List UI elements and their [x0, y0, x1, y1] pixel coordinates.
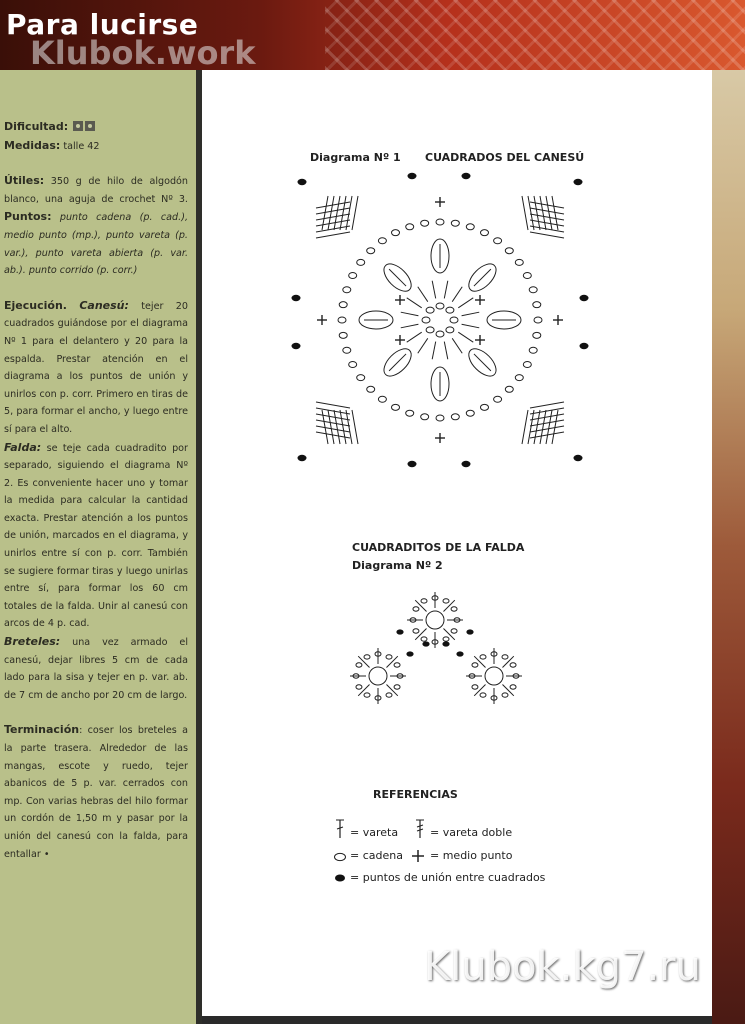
union-point	[422, 641, 429, 646]
corner-vareta	[528, 196, 534, 230]
corner-vareta	[530, 420, 564, 426]
corner-vareta	[530, 414, 564, 420]
corner-vareta	[534, 410, 540, 444]
union-point	[580, 343, 589, 349]
falda-label: Falda:	[4, 440, 42, 454]
chain-stitch	[436, 415, 444, 421]
diagram2-title: CUADRADITOS DE LA FALDA	[352, 541, 525, 554]
header-banner	[0, 0, 745, 70]
petal-stitch	[389, 269, 406, 286]
chain-stitch	[436, 219, 444, 225]
corner-vareta	[316, 408, 350, 414]
union-point	[292, 295, 301, 301]
chain-stitch	[515, 375, 523, 381]
petal-stitch	[389, 354, 406, 371]
radial-vareta	[462, 324, 480, 328]
corner-vareta	[546, 196, 552, 230]
header-photo-pattern	[325, 0, 745, 70]
page-title: Para lucirse	[6, 8, 199, 41]
union-point	[462, 461, 471, 467]
corner-vareta	[528, 410, 534, 444]
right-photo-strip	[712, 70, 745, 1024]
chain-stitch	[466, 410, 474, 416]
corner-vareta	[328, 196, 334, 230]
corner-vareta	[334, 410, 340, 444]
instructions-text	[4, 118, 188, 880]
corner-vareta	[316, 414, 350, 420]
chain-stitch	[466, 224, 474, 230]
chain-stitch	[392, 230, 400, 236]
union-point	[292, 343, 301, 349]
motif-chain	[472, 685, 478, 689]
diagram2-label: Diagrama Nº 2	[352, 559, 443, 572]
chain-stitch	[529, 347, 537, 353]
radial-vareta	[407, 298, 422, 308]
chain-stitch	[505, 248, 513, 254]
radial-vareta	[444, 281, 448, 299]
medio-punto-icon	[411, 849, 425, 863]
motif-chain	[364, 693, 370, 697]
chain-stitch	[534, 317, 542, 323]
chain-stitch	[480, 404, 488, 410]
motif-chain	[386, 693, 392, 697]
corner-vareta	[530, 408, 564, 414]
chain-stitch	[450, 317, 458, 323]
difficulty-icon	[73, 121, 83, 131]
radial-vareta	[462, 312, 480, 316]
difficulty-icon	[85, 121, 95, 131]
terminacion-label: Terminación	[4, 723, 80, 737]
union-point	[396, 629, 403, 634]
corner-vareta	[334, 196, 340, 230]
motif-ring	[485, 667, 503, 685]
corner-vareta	[540, 410, 546, 444]
union-dot-icon	[333, 873, 347, 883]
corner-vareta	[346, 196, 352, 230]
motif-chain	[502, 693, 508, 697]
chain-stitch	[451, 220, 459, 226]
corner-vareta	[534, 196, 540, 230]
motif-chain	[421, 637, 427, 641]
corner-vareta	[340, 410, 346, 444]
ref-union: = puntos de unión entre cuadrados	[350, 871, 546, 884]
motif-chain	[472, 663, 478, 667]
chain-stitch	[451, 414, 459, 420]
radial-vareta	[444, 342, 448, 360]
chain-stitch	[446, 327, 454, 333]
corner-vareta	[316, 402, 350, 408]
union-point	[408, 173, 417, 179]
corner-vareta	[546, 410, 552, 444]
chain-stitch	[367, 248, 375, 254]
puntos-label: Puntos:	[4, 210, 52, 224]
motif-chain	[394, 663, 400, 667]
chain-stitch	[426, 327, 434, 333]
chain-stitch	[436, 331, 444, 337]
radial-vareta	[452, 287, 462, 302]
corner-vareta	[328, 410, 334, 444]
corner-vareta	[522, 196, 528, 230]
union-point	[456, 651, 463, 656]
corner-vareta	[530, 220, 564, 226]
chain-stitch	[436, 303, 444, 309]
references-title: REFERENCIAS	[373, 788, 458, 801]
corner-vareta	[316, 220, 350, 226]
chain-stitch	[494, 396, 502, 402]
corner-vareta	[352, 196, 358, 230]
radial-vareta	[401, 312, 419, 316]
union-point	[406, 651, 413, 656]
corner-vareta	[530, 214, 564, 220]
corner-vareta	[530, 402, 564, 408]
diagram1-title: CUADRADOS DEL CANESÚ	[425, 151, 585, 164]
motif-chain	[443, 599, 449, 603]
motif-chain	[394, 685, 400, 689]
radial-vareta	[432, 342, 436, 360]
corner-vareta	[540, 196, 546, 230]
motif-chain	[510, 663, 516, 667]
motif-chain	[502, 655, 508, 659]
chain-stitch	[422, 317, 430, 323]
corner-vareta	[522, 410, 528, 444]
motif-chain	[421, 599, 427, 603]
chain-stitch	[349, 273, 357, 279]
radial-vareta	[432, 281, 436, 299]
chain-stitch	[378, 238, 386, 244]
cadena-icon	[333, 852, 347, 862]
motif-ring	[426, 611, 444, 629]
radial-vareta	[418, 338, 428, 353]
union-point	[298, 455, 307, 461]
canesu-label: Canesú:	[79, 298, 129, 312]
diagram2-chart	[330, 576, 550, 716]
chain-stitch	[392, 404, 400, 410]
union-point	[442, 641, 449, 646]
corner-vareta	[316, 420, 350, 426]
chain-stitch	[378, 396, 386, 402]
petal-stitch	[474, 354, 491, 371]
radial-vareta	[458, 332, 473, 342]
chain-stitch	[349, 361, 357, 367]
corner-vareta	[316, 232, 350, 238]
motif-chain	[386, 655, 392, 659]
motif-ring	[369, 667, 387, 685]
petal-stitch	[474, 269, 491, 286]
chain-stitch	[505, 386, 513, 392]
dificultad-label: Dificultad:	[4, 120, 69, 133]
union-point	[408, 461, 417, 467]
union-point	[298, 179, 307, 185]
union-point	[466, 629, 473, 634]
radial-vareta	[452, 338, 462, 353]
corner-vareta	[352, 410, 358, 444]
motif-chain	[356, 685, 362, 689]
ref-cadena: = cadena	[350, 849, 403, 862]
ref-vareta: = vareta	[350, 826, 399, 839]
chain-stitch	[480, 230, 488, 236]
motif-chain	[451, 607, 457, 611]
corner-vareta	[530, 232, 564, 238]
chain-stitch	[339, 302, 347, 308]
chain-stitch	[515, 259, 523, 265]
chain-stitch	[339, 332, 347, 338]
puntos-text: punto cadena (p. cad.), medio punto (mp.), punto vareta (p. var.), punto vareta abierta (p. var. ab.). punto corrido (p. corr.)	[4, 212, 188, 277]
corner-vareta	[340, 196, 346, 230]
radial-vareta	[418, 287, 428, 302]
chain-stitch	[421, 220, 429, 226]
diagram1-chart	[290, 170, 590, 470]
chain-stitch	[446, 307, 454, 313]
corner-vareta	[530, 208, 564, 214]
medidas-label: Medidas:	[4, 138, 61, 152]
motif-chain	[413, 629, 419, 633]
chain-stitch	[406, 224, 414, 230]
chain-stitch	[523, 361, 531, 367]
union-point	[580, 295, 589, 301]
motif-chain	[356, 663, 362, 667]
chain-stitch	[357, 259, 365, 265]
chain-stitch	[426, 307, 434, 313]
medidas-value: talle 42	[63, 140, 100, 152]
chain-stitch	[406, 410, 414, 416]
union-point	[574, 179, 583, 185]
motif-chain	[480, 693, 486, 697]
chain-stitch	[529, 287, 537, 293]
corner-vareta	[316, 214, 350, 220]
corner-vareta	[316, 226, 350, 232]
radial-vareta	[407, 332, 422, 342]
corner-vareta	[316, 426, 350, 432]
union-point	[462, 173, 471, 179]
chain-stitch	[523, 273, 531, 279]
chain-stitch	[421, 414, 429, 420]
ref-medio-punto: = medio punto	[430, 849, 513, 862]
watermark-top: Klubok.work	[30, 34, 256, 70]
breteles-label: Breteles:	[4, 635, 61, 649]
chain-stitch	[338, 317, 346, 323]
motif-chain	[413, 607, 419, 611]
diagram1-label: Diagrama Nº 1	[310, 151, 401, 164]
vareta-icon	[334, 818, 346, 840]
canesu-text: tejer 20 cuadrados guiándose por el diagrama Nº 1 para el delantero y 20 para la espalda. Prestar atención en el diagrama a los puntos de unión y unirlos con p. corr. Primero en tiras de 5, para formar el ancho, y luego entre sí para el alto.	[4, 300, 188, 435]
chain-stitch	[343, 347, 351, 353]
ejecucion-label: Ejecución.	[4, 298, 67, 312]
ref-vareta-doble: = vareta doble	[430, 826, 513, 839]
breteles-text: una vez armado el canesú, dejar libres 5 cm de cada lado para la sisa y tejer en p. var. ab. de 7 cm de ancho por 20 cm de largo.	[4, 637, 188, 701]
chain-stitch	[533, 332, 541, 338]
chain-stitch	[357, 375, 365, 381]
vareta-doble-icon	[414, 818, 426, 840]
chain-stitch	[367, 386, 375, 392]
utiles-label: Útiles:	[4, 174, 45, 188]
motif-chain	[364, 655, 370, 659]
chain-stitch	[494, 238, 502, 244]
chain-stitch	[533, 302, 541, 308]
watermark-bottom: Klubok.kg7.ru	[424, 944, 701, 990]
corner-vareta	[316, 208, 350, 214]
terminacion-text: : coser los breteles a la parte trasera. Alrededor de las mangas, escote y ruedo, tejer abanicos de 5 p. var. cerrados con mp. Con varias hebras del hilo formar un cordón de 1,50 m y pasar por la unión del canesú con la falda, para entallar •	[4, 725, 188, 860]
motif-chain	[443, 637, 449, 641]
falda-text: se teje cada cuadradito por separado, siguiendo el diagrama Nº 2. Es conveniente hacer uno y tomar la medida para calcular la cantidad exacta. Prestar atención a los puntos de unión, marcados en el diagrama, y unirlos entre sí con p. corr. También se sugiere formar tiras y luego unirlas entre sí, para formar los 60 cm totales de la falda. Unir al canesú con arcos de 4 p. cad.	[4, 442, 188, 630]
motif-chain	[480, 655, 486, 659]
motif-chain	[510, 685, 516, 689]
motif-chain	[451, 629, 457, 633]
union-point	[574, 455, 583, 461]
utiles-text: 350 g de hilo de algodón blanco, una aguja de crochet Nº 3.	[4, 176, 188, 205]
corner-vareta	[346, 410, 352, 444]
radial-vareta	[458, 298, 473, 308]
radial-vareta	[401, 324, 419, 328]
corner-vareta	[530, 226, 564, 232]
chain-stitch	[343, 287, 351, 293]
corner-vareta	[530, 426, 564, 432]
